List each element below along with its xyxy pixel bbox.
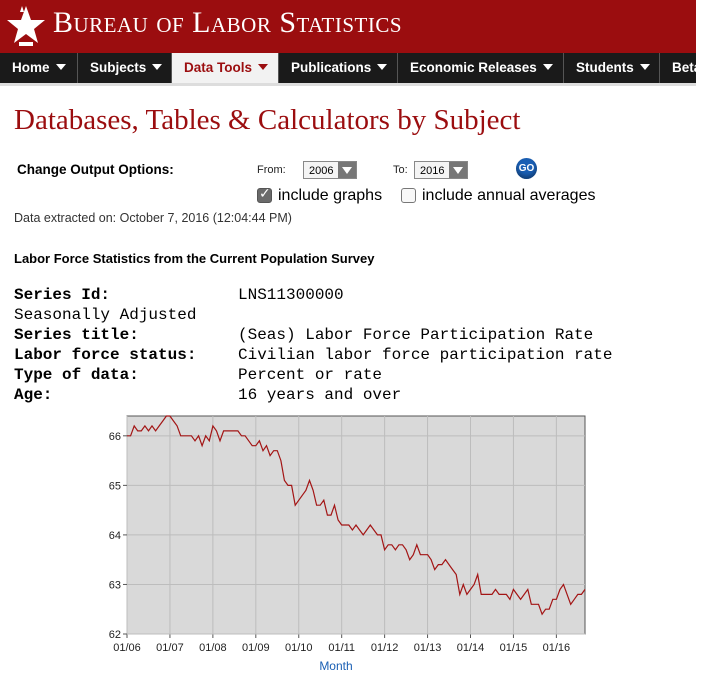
bls-star-logo-icon (6, 4, 46, 48)
x-tick-label: 01/11 (328, 642, 356, 654)
nav-publications-label: Publications (291, 60, 372, 75)
x-tick-label: 01/08 (199, 642, 227, 654)
nav-students-label: Students (576, 60, 634, 75)
y-tick-label: 63 (108, 579, 121, 592)
data-type-label: Type of data: (14, 366, 139, 384)
y-tick-label: 65 (108, 480, 121, 493)
nav-publications[interactable] (279, 53, 398, 83)
x-tick-label: 01/14 (456, 642, 485, 654)
labor-force-status-value: Civilian labor force participation rate (238, 346, 613, 364)
y-tick-label: 64 (108, 529, 121, 542)
dropdown-arrow-icon (449, 162, 467, 178)
nav-subjects[interactable] (78, 53, 172, 83)
go-button[interactable]: GO (516, 158, 537, 179)
x-axis-title: Month (319, 659, 353, 673)
y-tick-label: 62 (108, 629, 121, 641)
age-value: 16 years and over (238, 386, 402, 404)
chevron-down-icon (258, 64, 268, 70)
nav-home[interactable] (0, 53, 78, 83)
from-label: From: (257, 164, 286, 176)
seasonal-adjustment: Seasonally Adjusted (14, 306, 197, 324)
chevron-down-icon (152, 64, 162, 70)
nav-beta[interactable] (660, 53, 720, 83)
x-tick-label: 01/09 (242, 642, 270, 654)
dropdown-arrow-icon (338, 162, 356, 178)
nav-subjects-label: Subjects (90, 60, 147, 75)
x-tick-label: 01/10 (284, 642, 313, 654)
site-banner (0, 0, 696, 53)
nav-divider (0, 83, 696, 86)
include-graphs-checkbox[interactable] (257, 188, 272, 203)
nav-home-label: Home (12, 60, 50, 75)
extraction-timestamp: Data extracted on: October 7, 2016 (12:04:44 PM) (14, 211, 292, 225)
from-year-value: 2006 (309, 165, 334, 177)
to-year-value: 2016 (420, 165, 445, 177)
participation-rate-chart (96, 410, 596, 680)
chevron-down-icon (377, 64, 387, 70)
series-id-label: Series Id: (14, 286, 111, 304)
series-title-label: Series title: (14, 326, 139, 344)
series-title-value: (Seas) Labor Force Participation Rate (238, 326, 594, 344)
nav-students[interactable] (564, 53, 660, 83)
to-label: To: (393, 164, 408, 176)
page-title: Databases, Tables & Calculators by Subject (14, 104, 521, 136)
nav-economic-releases-label: Economic Releases (410, 60, 537, 75)
main-nav (0, 53, 702, 83)
site-title[interactable]: Bureau of Labor Statistics (53, 6, 403, 39)
include-annual-averages-label: include annual averages (422, 187, 596, 204)
x-tick-label: 01/12 (370, 642, 399, 654)
nav-economic-releases[interactable] (398, 53, 564, 83)
include-graphs-label: include graphs (278, 187, 383, 204)
from-year-select[interactable] (303, 161, 357, 179)
x-tick-label: 01/13 (413, 642, 442, 654)
data-type-value: Percent or rate (238, 366, 383, 384)
x-tick-label: 01/06 (113, 642, 141, 654)
chevron-down-icon (640, 64, 650, 70)
x-tick-label: 01/16 (542, 642, 571, 654)
nav-beta-label: Beta (672, 60, 702, 75)
chevron-down-icon (543, 64, 553, 70)
nav-data-tools-label: Data Tools (184, 60, 253, 75)
to-year-select[interactable] (414, 161, 468, 179)
series-id-value: LNS11300000 (238, 286, 344, 304)
labor-force-status-label: Labor force status: (14, 346, 197, 364)
x-tick-label: 01/15 (499, 642, 528, 654)
x-tick-label: 01/07 (156, 642, 184, 654)
survey-title: Labor Force Statistics from the Current Population Survey (14, 251, 375, 266)
nav-data-tools[interactable] (172, 53, 279, 83)
output-options-label: Change Output Options: (17, 162, 174, 177)
age-label: Age: (14, 386, 53, 404)
chevron-down-icon (56, 64, 66, 70)
include-annual-averages-checkbox[interactable] (401, 188, 416, 203)
y-tick-label: 66 (108, 430, 121, 443)
